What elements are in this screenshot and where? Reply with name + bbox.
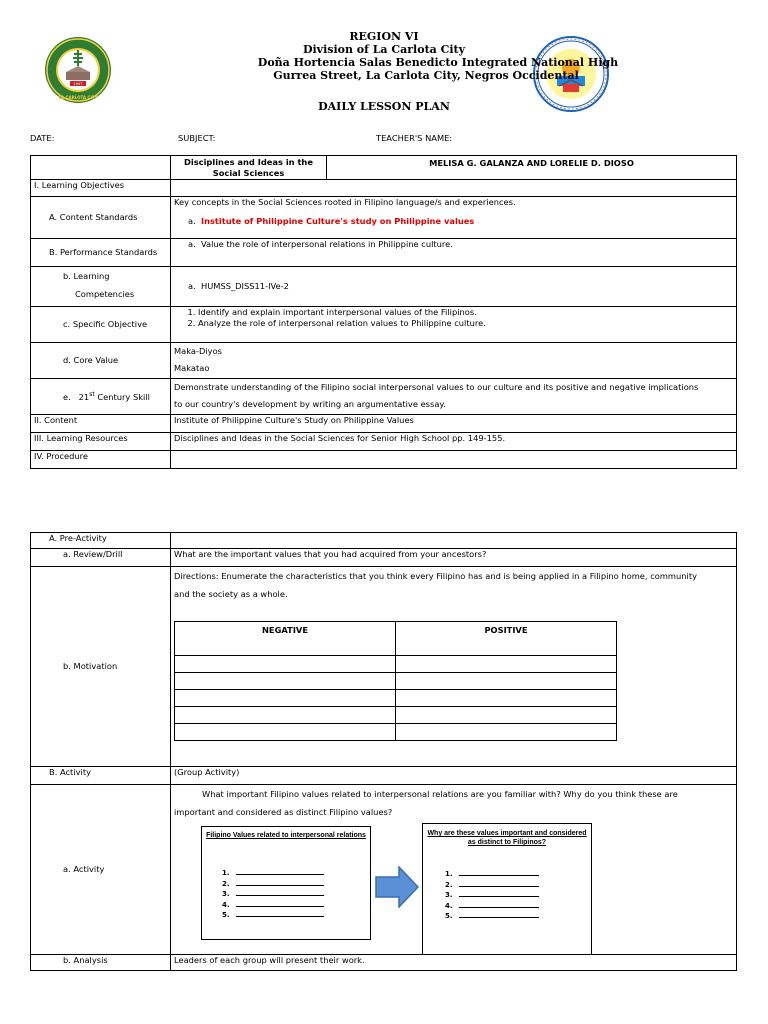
activity-question: What important Filipino values related to interpersonal relations are you familiar with? Why do you think these are xyxy=(202,789,678,799)
review-drill-label: a. Review/Drill xyxy=(31,549,171,567)
review-drill-text: What are the important values that you had acquired from your ancestors? xyxy=(171,549,737,567)
group-activity-text: (Group Activity) xyxy=(171,767,737,785)
procedure-label: IV. Procedure xyxy=(31,451,171,469)
date-label: DATE: xyxy=(30,133,55,143)
table-row xyxy=(31,451,737,469)
list-item: 2. xyxy=(222,879,370,890)
content-label: II. Content xyxy=(31,415,171,433)
specific-objectives-list xyxy=(174,307,733,328)
table-row xyxy=(31,955,737,971)
content-standards-item: Institute of Philippine Culture's study on Philippine values xyxy=(201,215,475,226)
analysis-label: b. Analysis xyxy=(31,955,171,971)
list-item: 2. xyxy=(445,880,591,891)
table-row xyxy=(175,707,617,724)
table-row xyxy=(175,656,617,673)
negative-header: NEGATIVE xyxy=(175,622,396,656)
school-name: Doña Hortencia Salas Benedicto Integrated National High xyxy=(257,56,619,69)
filipino-values-box xyxy=(201,826,371,940)
table-row: e. 21st Century Skill Demonstrate understanding of the Filipino social interpersonal values to our culture and its positive and negative implications to our country's development by writing an argumentative essay. xyxy=(31,379,737,415)
core-value-item: Makatao xyxy=(174,363,210,373)
right-box-list xyxy=(423,869,591,922)
analysis-text: Leaders of each group will present their work. xyxy=(171,955,737,971)
right-box-title: Why are these values important and considered as distinct to Filipinos? xyxy=(427,830,587,846)
list-item: 1. Identify and explain important interpersonal values of the Filipinos. xyxy=(198,307,733,318)
performance-standards-item: Value the role of interpersonal relations in Philippine culture. xyxy=(201,239,453,249)
table-row xyxy=(31,415,737,433)
division-text: Division of La Carlota City xyxy=(302,43,466,56)
activity-b-label: B. Activity xyxy=(31,767,171,785)
school-address: Gurrea Street, La Carlota City, Negros Occidental xyxy=(273,69,579,82)
subject-label: SUBJECT: xyxy=(178,133,216,143)
document-title: DAILY LESSON PLAN xyxy=(318,100,450,113)
seal-city: LA CARLOTA CITY xyxy=(58,95,98,100)
list-item: 1. xyxy=(222,868,370,879)
table-row xyxy=(175,724,617,741)
content-standards-text: Key concepts in the Social Sciences rooted in Filipino language/s and experiences. xyxy=(174,197,516,207)
table-row: b. Motivation Directions: Enumerate the characteristics that you think every Filipino has and is being applied in a Filipino home, community and the society as a whole. xyxy=(31,567,737,767)
motivation-directions: Directions: Enumerate the characteristics that you think every Filipino has and is being applied in a Filipino home, community xyxy=(174,571,697,581)
header-block xyxy=(0,30,768,82)
performance-standards-label: B. Performance Standards xyxy=(31,239,171,267)
list-item: 4. xyxy=(222,900,370,911)
left-box-list xyxy=(202,868,370,921)
table-row xyxy=(31,156,737,180)
region-text: REGION VI xyxy=(349,30,419,43)
content-standards-label: A. Content Standards xyxy=(31,197,171,239)
table-row xyxy=(175,673,617,690)
table-row: a. Activity What important Filipino values related to interpersonal relations are you familiar with? Why do you think these are important and considered as distinct Filipino values? xyxy=(31,785,737,955)
negative-positive-table xyxy=(174,621,617,741)
table-row: A. Content Standards Key concepts in the Social Sciences rooted in Filipino language/s and experiences. a. Institute of Philippine Culture's study on Philippine values xyxy=(31,197,737,239)
century-skill-text: Demonstrate understanding of the Filipino social interpersonal values to our culture and its positive and negative implications xyxy=(174,382,699,392)
table-row xyxy=(31,180,737,197)
specific-objective-label: c. Specific Objective xyxy=(31,307,171,343)
why-important-box xyxy=(422,823,592,955)
table-row xyxy=(31,533,737,549)
list-item: 2. Analyze the role of interpersonal relation values to Philippine culture. xyxy=(198,318,733,329)
learning-resources-label: III. Learning Resources xyxy=(31,433,171,451)
activity-a-label: a. Activity xyxy=(31,785,171,955)
list-item: 5. xyxy=(445,911,591,922)
learning-objectives-label: I. Learning Objectives xyxy=(31,180,171,197)
motivation-label: b. Motivation xyxy=(31,567,171,767)
table-row xyxy=(31,343,737,379)
seal-year: 1947 xyxy=(73,82,83,86)
list-item: 5. xyxy=(222,910,370,921)
list-item: 1. xyxy=(445,869,591,880)
list-item: 3. xyxy=(222,889,370,900)
table-row: B. Performance Standards a. Value the role of interpersonal relations in Philippine culture. xyxy=(31,239,737,267)
subject-title: Disciplines and Ideas in the Social Sciences xyxy=(171,156,327,180)
table-row xyxy=(31,433,737,451)
teacher-name-label: TEACHER'S NAME: xyxy=(376,133,453,143)
learning-competency-code: HUMSS_DISS11-IVe-2 xyxy=(201,281,289,292)
table-row xyxy=(31,549,737,567)
pre-activity-label: A. Pre-Activity xyxy=(31,533,171,549)
learning-resources-text: Disciplines and Ideas in the Social Sciences for Senior High School pp. 149-155. xyxy=(171,433,737,451)
core-value-label: d. Core Value xyxy=(31,343,171,379)
table-row xyxy=(31,767,737,785)
right-arrow-icon xyxy=(375,866,419,908)
learning-competencies-label: b. Learning xyxy=(63,271,110,281)
left-box-title: Filipino Values related to interpersonal relations xyxy=(206,832,366,839)
content-text: Institute of Philippine Culture's Study on Philippine Values xyxy=(171,415,737,433)
teacher-names: MELISA G. GALANZA AND LORELIE D. DIOSO xyxy=(327,156,737,180)
table-row: b. Learning Competencies a. HUMSS_DISS11-IVe-2 xyxy=(31,267,737,307)
list-item: 3. xyxy=(445,890,591,901)
table-row xyxy=(31,307,737,343)
core-value-item: Maka-Diyos xyxy=(174,346,222,356)
positive-header: POSITIVE xyxy=(396,622,617,656)
list-item: 4. xyxy=(445,901,591,912)
table-row xyxy=(175,690,617,707)
lesson-plan-table xyxy=(30,155,737,469)
